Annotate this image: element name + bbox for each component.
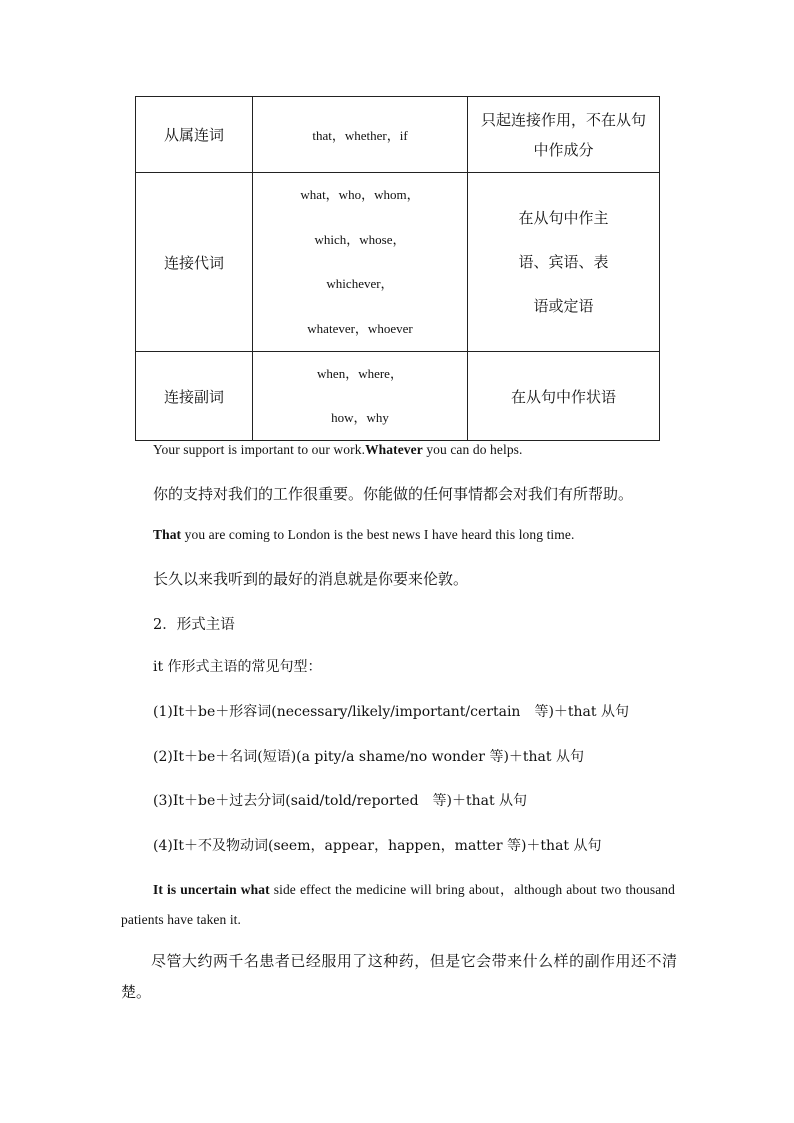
sentence-text: you can do helps. bbox=[422, 442, 523, 457]
example-translation-zh: 尽管大约两千名患者已经服用了这种药，但是它会带来什么样的副作用还不清楚。 bbox=[121, 952, 677, 1001]
word-line: how，why bbox=[331, 410, 389, 425]
pattern-item: (3)It＋be＋过去分词(said/told/reported 等)＋that 从句 bbox=[153, 793, 528, 809]
word-line: whichever， bbox=[326, 276, 394, 291]
conjunction-type-cell: 连接副词 bbox=[136, 352, 253, 441]
example-sentence-en bbox=[153, 527, 574, 543]
highlighted-phrase: It is uncertain what bbox=[153, 882, 270, 897]
pattern-item: (1)It＋be＋形容词(necessary/likely/important/certain 等)＋that 从句 bbox=[153, 704, 629, 720]
conjunction-words-cell bbox=[253, 173, 468, 352]
conjunction-function-cell: 在从句中作状语 bbox=[468, 352, 660, 441]
function-line: 语或定语 bbox=[533, 297, 594, 315]
function-line: 语、宾语、表 bbox=[518, 253, 609, 271]
conjunction-table bbox=[135, 96, 660, 441]
table-row bbox=[136, 352, 660, 441]
section-intro: it 作形式主语的常见句型： bbox=[153, 659, 322, 675]
highlighted-conjunction: That bbox=[153, 527, 182, 542]
table-row bbox=[136, 173, 660, 352]
section-heading: 2．形式主语 bbox=[153, 617, 235, 633]
highlighted-conjunction: Whatever bbox=[365, 442, 423, 457]
conjunction-words-cell bbox=[253, 97, 468, 173]
conjunction-type-cell: 从属连词 bbox=[136, 97, 253, 173]
function-line: 中作成分 bbox=[533, 140, 594, 159]
sentence-text: Your support is important to our work. bbox=[153, 442, 366, 457]
example-translation-zh: 你的支持对我们的工作很重要。你能做的任何事情都会对我们有所帮助。 bbox=[153, 485, 634, 503]
function-line: 在从句中作主 bbox=[518, 209, 609, 227]
word-line: when，where， bbox=[317, 366, 403, 381]
sentence-text: side effect the medicine will bring about，although about two thousand patients have taken it. bbox=[121, 882, 675, 927]
example-translation-zh: 长久以来我听到的最好的消息就是你要来伦敦。 bbox=[153, 570, 469, 588]
table-row bbox=[136, 97, 660, 173]
word-line: that，whether，if bbox=[312, 128, 408, 143]
word-line: which，whose， bbox=[314, 231, 406, 247]
word-line: whatever，whoever bbox=[307, 320, 413, 336]
conjunction-function-cell bbox=[468, 173, 660, 352]
sentence-text: you are coming to London is the best news I have heard this long time. bbox=[181, 527, 575, 542]
pattern-item: (4)It＋不及物动词(seem，appear，happen，matter 等)＋that 从句 bbox=[153, 838, 602, 854]
pattern-item: (2)It＋be＋名词(短语)(a pity/a shame/no wonder 等)＋that 从句 bbox=[153, 749, 584, 765]
example-sentence-en bbox=[121, 875, 675, 935]
example-sentence-en bbox=[153, 442, 523, 458]
function-line: 只起连接作用，不在从句 bbox=[480, 110, 646, 129]
word-line: what，who，whom， bbox=[300, 187, 420, 202]
conjunction-type-cell: 连接代词 bbox=[136, 173, 253, 352]
conjunction-function-cell bbox=[468, 97, 660, 173]
conjunction-words-cell bbox=[253, 352, 468, 441]
